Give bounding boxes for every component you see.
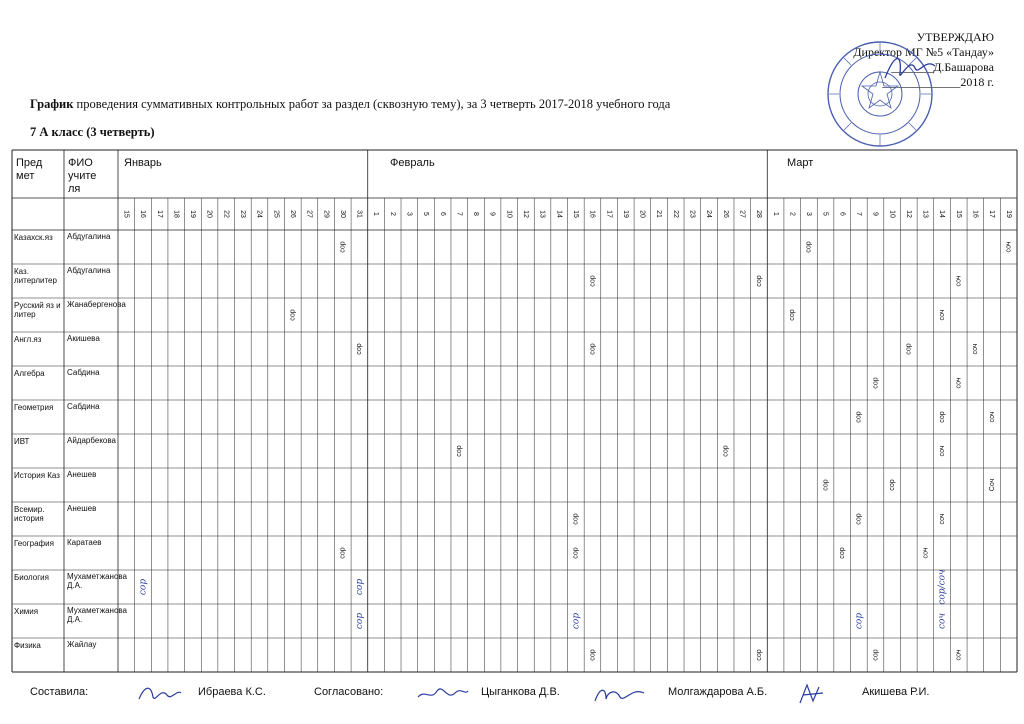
- row-teacher: Абдугалина: [67, 232, 111, 241]
- day-label: 30: [338, 210, 346, 218]
- assessment-mark: сор: [572, 547, 580, 559]
- row-teacher: Анешев: [67, 470, 97, 479]
- handwritten-mark: сор: [571, 612, 582, 630]
- row-subject: Физика: [14, 641, 41, 650]
- agreed-signature-3: [795, 683, 830, 705]
- agreed-name-2: Молгаждарова А.Б.: [668, 686, 768, 698]
- approval-line-1: УТВЕРЖДАЮ: [916, 30, 994, 44]
- day-label: 18: [172, 210, 180, 218]
- row-teacher: Жанабергенова: [67, 300, 126, 309]
- row-subject: Всемир. история: [14, 505, 45, 523]
- assessment-mark: сор: [755, 275, 763, 287]
- assessment-mark: сор: [855, 411, 863, 423]
- row-teacher: Акишева: [67, 334, 100, 343]
- compiled-name: Ибраева К.С.: [198, 686, 266, 698]
- day-label: 27: [738, 210, 746, 218]
- day-label: 22: [222, 210, 230, 218]
- handwritten-mark: сор/соч: [937, 569, 948, 605]
- class-title: 7 А класс (3 четверть): [30, 125, 155, 139]
- assessment-mark: сор: [822, 479, 830, 491]
- day-label: 19: [621, 210, 629, 218]
- assessment-mark: сор: [839, 547, 847, 559]
- agreed-signature-2: [592, 683, 647, 705]
- day-label: 17: [155, 210, 163, 218]
- day-label: 1: [372, 212, 380, 216]
- assessment-mark: соч: [938, 309, 946, 321]
- day-label: 25: [272, 210, 280, 218]
- handwritten-mark: соч: [937, 612, 948, 630]
- assessment-mark: сор: [888, 479, 896, 491]
- day-label: 3: [405, 212, 413, 216]
- day-label: 19: [1004, 210, 1012, 218]
- assessment-mark: сор: [456, 445, 464, 457]
- assessment-mark: сор: [905, 343, 913, 355]
- day-label: 6: [438, 212, 446, 216]
- row-subject: Англ.яз: [14, 335, 42, 344]
- assessment-mark: сор: [589, 649, 597, 661]
- day-label: 31: [355, 210, 363, 218]
- assessment-mark: сор: [339, 547, 347, 559]
- day-label: 7: [854, 212, 862, 216]
- day-label: 15: [954, 210, 962, 218]
- assessment-mark: сор: [589, 275, 597, 287]
- row-teacher: Сабдина: [67, 368, 100, 377]
- header-month-january: Январь: [124, 157, 162, 169]
- approval-line-2: Директор МГ №5 «Тандау»: [853, 45, 994, 59]
- assessment-mark: соч: [922, 547, 930, 559]
- day-label: 26: [288, 210, 296, 218]
- header-teacher: ФИО учите ля: [68, 157, 97, 195]
- day-label: 19: [189, 210, 197, 218]
- agreed-name-1: Цыганкова Д.В.: [481, 686, 560, 698]
- day-label: 28: [755, 210, 763, 218]
- row-subject: ИВТ: [14, 437, 30, 446]
- day-label: 24: [255, 210, 263, 218]
- assessment-mark: соч: [955, 649, 963, 661]
- assessment-mark: сор: [805, 241, 813, 253]
- footer-signatures: [0, 683, 1024, 705]
- day-label: 23: [688, 210, 696, 218]
- day-label: 17: [605, 210, 613, 218]
- day-label: 23: [239, 210, 247, 218]
- day-label: 1: [771, 212, 779, 216]
- assessment-mark: соч: [988, 411, 996, 423]
- day-label: 26: [721, 210, 729, 218]
- assessment-mark: сор: [589, 343, 597, 355]
- day-label: 20: [205, 210, 213, 218]
- assessment-mark: соч: [1005, 241, 1013, 253]
- document-title: График проведения суммативных контрольных работ за раздел (сквозную тему), за 3 четверть 2017-2018 учебного года: [30, 97, 671, 111]
- assessment-mark: соч: [955, 275, 963, 287]
- day-label: 3: [805, 212, 813, 216]
- day-label: 16: [971, 210, 979, 218]
- day-label: 9: [871, 212, 879, 216]
- header-month-march: Март: [787, 157, 814, 169]
- day-label: 27: [305, 210, 313, 218]
- row-subject: Геометрия: [14, 403, 54, 412]
- row-subject: География: [14, 539, 54, 548]
- row-subject: Русский яз и литер: [14, 301, 61, 319]
- row-subject: Каз. литерлитер: [14, 267, 57, 285]
- assessment-mark: сор: [356, 343, 364, 355]
- header-month-february: Февраль: [390, 157, 435, 169]
- row-subject: Биология: [14, 573, 49, 582]
- agreed-name-3: Акишева Р.И.: [862, 686, 930, 698]
- agreed-signature-1: [415, 683, 470, 705]
- header-subject: Пред мет: [16, 157, 43, 182]
- day-label: 2: [788, 212, 796, 216]
- assessment-mark: сор: [755, 649, 763, 661]
- day-label: 10: [505, 210, 513, 218]
- day-label: 17: [988, 210, 996, 218]
- day-label: 20: [638, 210, 646, 218]
- approval-line-3: _______Д.Башарова: [891, 60, 994, 74]
- assessment-mark: соч: [972, 343, 980, 355]
- day-label: 8: [472, 212, 480, 216]
- handwritten-mark: сор: [138, 578, 149, 596]
- row-teacher: Абдугалина: [67, 266, 111, 275]
- day-label: 24: [705, 210, 713, 218]
- assessment-mark: соч: [938, 513, 946, 525]
- handwritten-mark: сор: [854, 612, 865, 630]
- day-label: 14: [555, 210, 563, 218]
- row-teacher: Айдарбекова: [67, 436, 116, 445]
- day-label: 6: [838, 212, 846, 216]
- approval-line-4: _____________2018 г.: [882, 75, 994, 89]
- compiled-label: Составила:: [30, 686, 89, 698]
- day-label: 12: [522, 210, 530, 218]
- day-label: 22: [671, 210, 679, 218]
- assessment-mark: сор: [722, 445, 730, 457]
- row-subject: Алгебра: [14, 369, 45, 378]
- handwritten-mark: сор: [354, 578, 365, 596]
- day-label: 7: [455, 212, 463, 216]
- day-label: 12: [904, 210, 912, 218]
- assessment-mark: сор: [938, 411, 946, 423]
- assessment-mark: сор: [339, 241, 347, 253]
- assessment-mark: сор: [572, 513, 580, 525]
- row-teacher: Сабдина: [67, 402, 100, 411]
- assessment-mark: сор: [872, 377, 880, 389]
- day-label: 9: [488, 212, 496, 216]
- day-label: 5: [422, 212, 430, 216]
- day-label: 2: [388, 212, 396, 216]
- day-label: 15: [571, 210, 579, 218]
- row-teacher: Каратаев: [67, 538, 102, 547]
- day-label: 13: [921, 210, 929, 218]
- day-label: 16: [139, 210, 147, 218]
- day-label: 14: [938, 210, 946, 218]
- assessment-mark: сор: [855, 513, 863, 525]
- assessment-mark: соч: [938, 445, 946, 457]
- assessment-mark: сор: [289, 309, 297, 321]
- row-teacher: Анешев: [67, 504, 97, 513]
- day-label: 21: [655, 210, 663, 218]
- assessment-mark: сор: [872, 649, 880, 661]
- row-subject: История Каз: [14, 471, 60, 480]
- day-label: 13: [538, 210, 546, 218]
- compiled-signature: [135, 683, 185, 705]
- day-label: 15: [122, 210, 130, 218]
- handwritten-mark: сор: [354, 612, 365, 630]
- day-label: 5: [821, 212, 829, 216]
- row-subject: Казахск.яз: [14, 233, 53, 242]
- agreed-label: Согласовано:: [314, 686, 384, 698]
- day-label: 10: [888, 210, 896, 218]
- assessment-mark: сор: [789, 309, 797, 321]
- day-label: 29: [322, 210, 330, 218]
- day-label: 16: [588, 210, 596, 218]
- row-subject: Химия: [14, 607, 39, 616]
- assessment-mark: соч: [955, 377, 963, 389]
- row-teacher: Мухаметжанова Д.А.: [67, 572, 128, 590]
- assessment-mark: Соч: [988, 478, 996, 492]
- row-teacher: Мухаметжанова Д.А.: [67, 606, 128, 624]
- row-teacher: Жайлау: [67, 640, 97, 649]
